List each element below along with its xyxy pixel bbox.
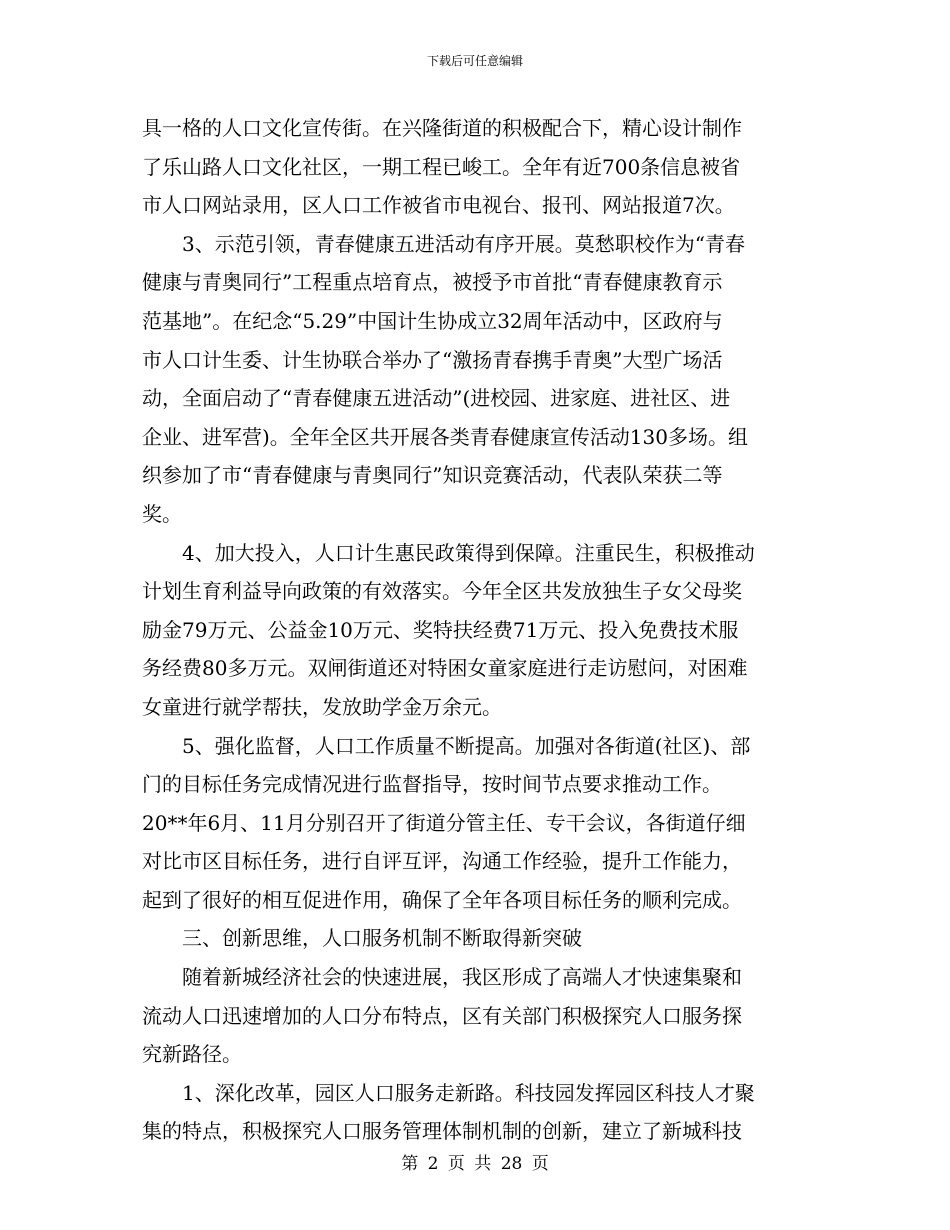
text-line: 计划生育利益导向政策的有效落实。今年全区共发放独生子女父母奖	[142, 579, 742, 604]
text-line: 织参加了市“青春健康与青奥同行”知识竞赛活动，代表队荣获二等	[142, 463, 723, 488]
text-line: 动，全面启动了“青春健康五进活动”(进校园、进家庭、进社区、进	[142, 386, 731, 411]
text-line: 了乐山路人口文化社区，一期工程已峻工。全年有近700条信息被省	[142, 154, 741, 179]
text-line: 20**年6月、11月分别召开了街道分管主任、专干会议，各街道仔细	[142, 810, 746, 835]
text-line: 5、强化监督，人口工作质量不断提高。加强对各街道(社区)、部	[182, 733, 751, 758]
text-line: 究新路径。	[142, 1042, 242, 1067]
text-line: 女童进行就学帮扶，发放助学金万余元。	[142, 694, 502, 719]
text-line: 励金79万元、公益金10万元、奖特扶经费71万元、投入免费技术服	[142, 617, 739, 642]
section-heading: 三、创新思维，人口服务机制不断取得新突破	[182, 926, 582, 951]
text-line: 企业、进军营)。全年全区共开展各类青春健康宣传活动130多场。组	[142, 424, 748, 449]
text-line: 务经费80多万元。双闸街道还对特困女童家庭进行走访慰问，对困难	[142, 656, 748, 681]
text-line: 起到了很好的相互促进作用，确保了全年各项目标任务的顺利完成。	[142, 887, 742, 912]
text-line: 市人口计生委、计生协联合举办了“激扬青春携手青奥”大型广场活	[142, 347, 723, 372]
page-header: 下载后可任意编辑	[426, 54, 523, 68]
text-line: 范基地”。在纪念“5.29”中国计生协成立32周年活动中，区政府与	[142, 308, 723, 333]
page-footer: 第 2 页 共 28 页	[401, 1154, 549, 1174]
text-line: 对比市区目标任务，进行自评互评，沟通工作经验，提升工作能力，	[142, 849, 742, 874]
document-body	[142, 109, 808, 1151]
text-line: 1、深化改革，园区人口服务走新路。科技园发挥园区科技人才聚	[182, 1080, 755, 1105]
text-line: 健康与青奥同行”工程重点培育点，被授予市首批“青春健康教育示	[142, 270, 723, 295]
text-line: 3、示范引领，青春健康五进活动有序开展。莫愁职校作为“青春	[182, 231, 745, 256]
text-line: 流动人口迅速增加的人口分布特点，区有关部门积极探究人口服务探	[142, 1003, 742, 1028]
text-line: 集的特点，积极探究人口服务管理体制机制的创新，建立了新城科技	[142, 1119, 742, 1144]
text-line: 具一格的人口文化宣传街。在兴隆街道的积极配合下，精心设计制作	[142, 116, 742, 140]
text-line: 奖。	[142, 501, 182, 526]
text-line: 门的目标任务完成情况进行监督指导，按时间节点要求推动工作。	[142, 772, 722, 797]
text-line: 市人口网站录用，区人口工作被省市电视台、报刊、网站报道7次。	[142, 193, 735, 218]
text-line: 随着新城经济社会的快速进展，我区形成了高端人才快速集聚和	[182, 965, 742, 990]
text-line: 4、加大投入，人口计生惠民政策得到保障。注重民生，积极推动	[182, 540, 755, 565]
